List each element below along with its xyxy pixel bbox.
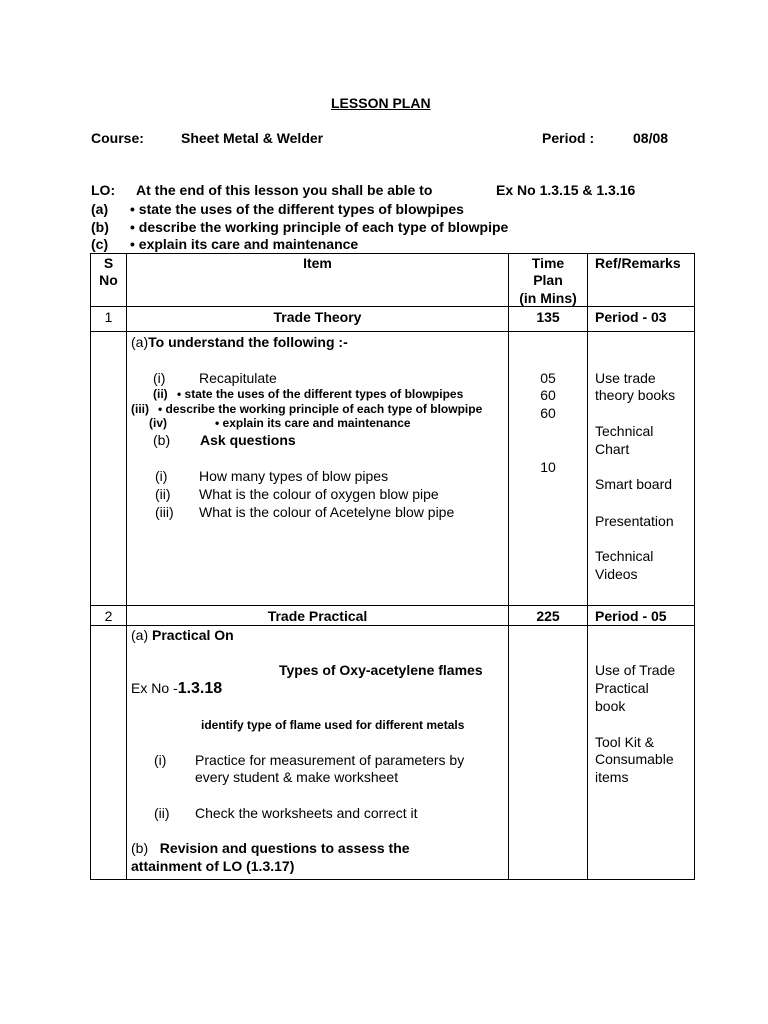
- practical-ref: Tool Kit &: [595, 734, 655, 750]
- practical-b-line: attainment of LO (1.3.17): [131, 858, 295, 874]
- theory-sub-item: • explain its care and maintenance: [215, 416, 411, 430]
- lo-item-b: • describe the working principle of each type of blowpipe: [130, 219, 509, 235]
- theory-heading-prefix: (a): [131, 334, 149, 350]
- header-sno: S: [103, 255, 114, 271]
- row1-ref: Period - 03: [595, 309, 667, 325]
- practical-ii-text: Check the worksheets and correct it: [195, 805, 418, 821]
- header-time: Time: [531, 255, 565, 271]
- question-marker: (iii): [155, 504, 174, 520]
- practical-i-line: every student & make worksheet: [195, 769, 399, 785]
- theory-ref: Videos: [595, 566, 638, 582]
- lo-label: LO:: [91, 182, 116, 198]
- row1-sno: 1: [104, 309, 113, 325]
- row2-time: 225: [536, 608, 560, 624]
- lo-item-a: • state the uses of the different types of blowpipes: [130, 201, 464, 217]
- theory-b-marker: (b): [153, 432, 171, 448]
- table-border-left: [90, 253, 91, 880]
- theory-sub-item: • state the uses of the different types of blowpipes: [177, 387, 464, 401]
- practical-ex-num: 1.3.18: [177, 680, 223, 697]
- lo-intro: At the end of this lesson you shall be able to: [136, 182, 433, 198]
- theory-sub-item: Recapitulate: [199, 370, 277, 386]
- lo-marker-a: (a): [91, 201, 109, 217]
- row2-ref: Period - 05: [595, 608, 667, 624]
- practical-b: [131, 840, 410, 856]
- theory-ref: Presentation: [595, 513, 674, 529]
- question-text: How many types of blow pipes: [199, 468, 389, 484]
- period-label: Period :: [542, 130, 595, 146]
- practical-a-text: Practical On: [152, 627, 234, 643]
- theory-time: 05: [540, 370, 556, 386]
- practical-ii-marker: (ii): [154, 805, 170, 821]
- practical-i-line: Practice for measurement of parameters by: [195, 752, 465, 768]
- row2-item: Trade Practical: [267, 608, 368, 624]
- table-divider: [90, 605, 695, 606]
- period-value: 08/08: [633, 130, 669, 146]
- header-sno: No: [99, 272, 118, 288]
- table-divider: [508, 253, 509, 880]
- practical-ex: [131, 680, 222, 698]
- lo-item-c: • explain its care and maintenance: [130, 236, 359, 252]
- practical-b-marker: (b): [131, 840, 149, 856]
- header-item: Item: [303, 255, 332, 271]
- question-text: What is the colour of oxygen blow pipe: [199, 486, 439, 502]
- practical-flames: Types of Oxy-acetylene flames: [279, 662, 483, 678]
- table-divider: [126, 253, 127, 880]
- theory-sub-marker: (iii): [131, 402, 149, 416]
- practical-ref: Consumable: [595, 751, 674, 767]
- theory-b-text: Ask questions: [200, 432, 296, 448]
- page-title: LESSON PLAN: [331, 95, 431, 111]
- theory-ref: Smart board: [595, 476, 673, 492]
- theory-time: 10: [540, 459, 556, 475]
- table-border-right: [694, 253, 695, 880]
- table-divider: [587, 253, 588, 880]
- theory-sub-item: • describe the working principle of each type of blowpipe: [158, 402, 483, 416]
- theory-ref: Technical: [595, 423, 654, 439]
- table-divider: [90, 331, 695, 332]
- lo-ex-no: Ex No 1.3.15 & 1.3.16: [496, 182, 636, 198]
- theory-sub-marker: (ii): [153, 387, 168, 401]
- practical-ref: book: [595, 698, 626, 714]
- theory-time: 60: [540, 387, 556, 403]
- header-time: (in Mins): [519, 290, 577, 306]
- question-text: What is the colour of Acetelyne blow pipe: [199, 504, 455, 520]
- header-time: Plan: [533, 272, 563, 288]
- table-border-top: [90, 253, 695, 254]
- course-label: Course:: [91, 130, 144, 146]
- row1-time: 135: [536, 309, 560, 325]
- question-marker: (ii): [155, 486, 171, 502]
- row2-sno: 2: [104, 608, 113, 624]
- table-border-bottom: [90, 879, 695, 880]
- table-divider: [90, 306, 695, 307]
- theory-sub-marker: (iv): [149, 416, 167, 430]
- header-ref: Ref/Remarks: [595, 255, 681, 271]
- practical-ex-prefix: Ex No -: [131, 680, 178, 696]
- practical-ref: Use of Trade: [595, 662, 676, 678]
- practical-b-line: Revision and questions to assess the: [159, 840, 410, 856]
- theory-ref: Technical: [595, 548, 654, 564]
- theory-ref: Chart: [595, 441, 630, 457]
- course-value: Sheet Metal & Welder: [181, 130, 324, 146]
- practical-ref: Practical: [595, 680, 649, 696]
- table-divider: [90, 625, 695, 626]
- practical-a-prefix: (a): [131, 627, 149, 643]
- practical-identify: identify type of flame used for different metals: [201, 718, 465, 732]
- practical-i-marker: (i): [154, 752, 167, 768]
- practical-ref: items: [595, 769, 629, 785]
- lo-marker-b: (b): [91, 219, 109, 235]
- theory-heading: [131, 334, 348, 350]
- question-marker: (i): [155, 468, 168, 484]
- theory-sub-marker: (i): [153, 370, 166, 386]
- row1-item: Trade Theory: [273, 309, 362, 325]
- theory-ref: theory books: [595, 387, 676, 403]
- practical-a: [131, 627, 234, 643]
- theory-time: 60: [540, 405, 556, 421]
- theory-heading-text: To understand the following :-: [148, 334, 348, 350]
- lo-marker-c: (c): [91, 236, 109, 252]
- theory-ref: Use trade: [595, 370, 656, 386]
